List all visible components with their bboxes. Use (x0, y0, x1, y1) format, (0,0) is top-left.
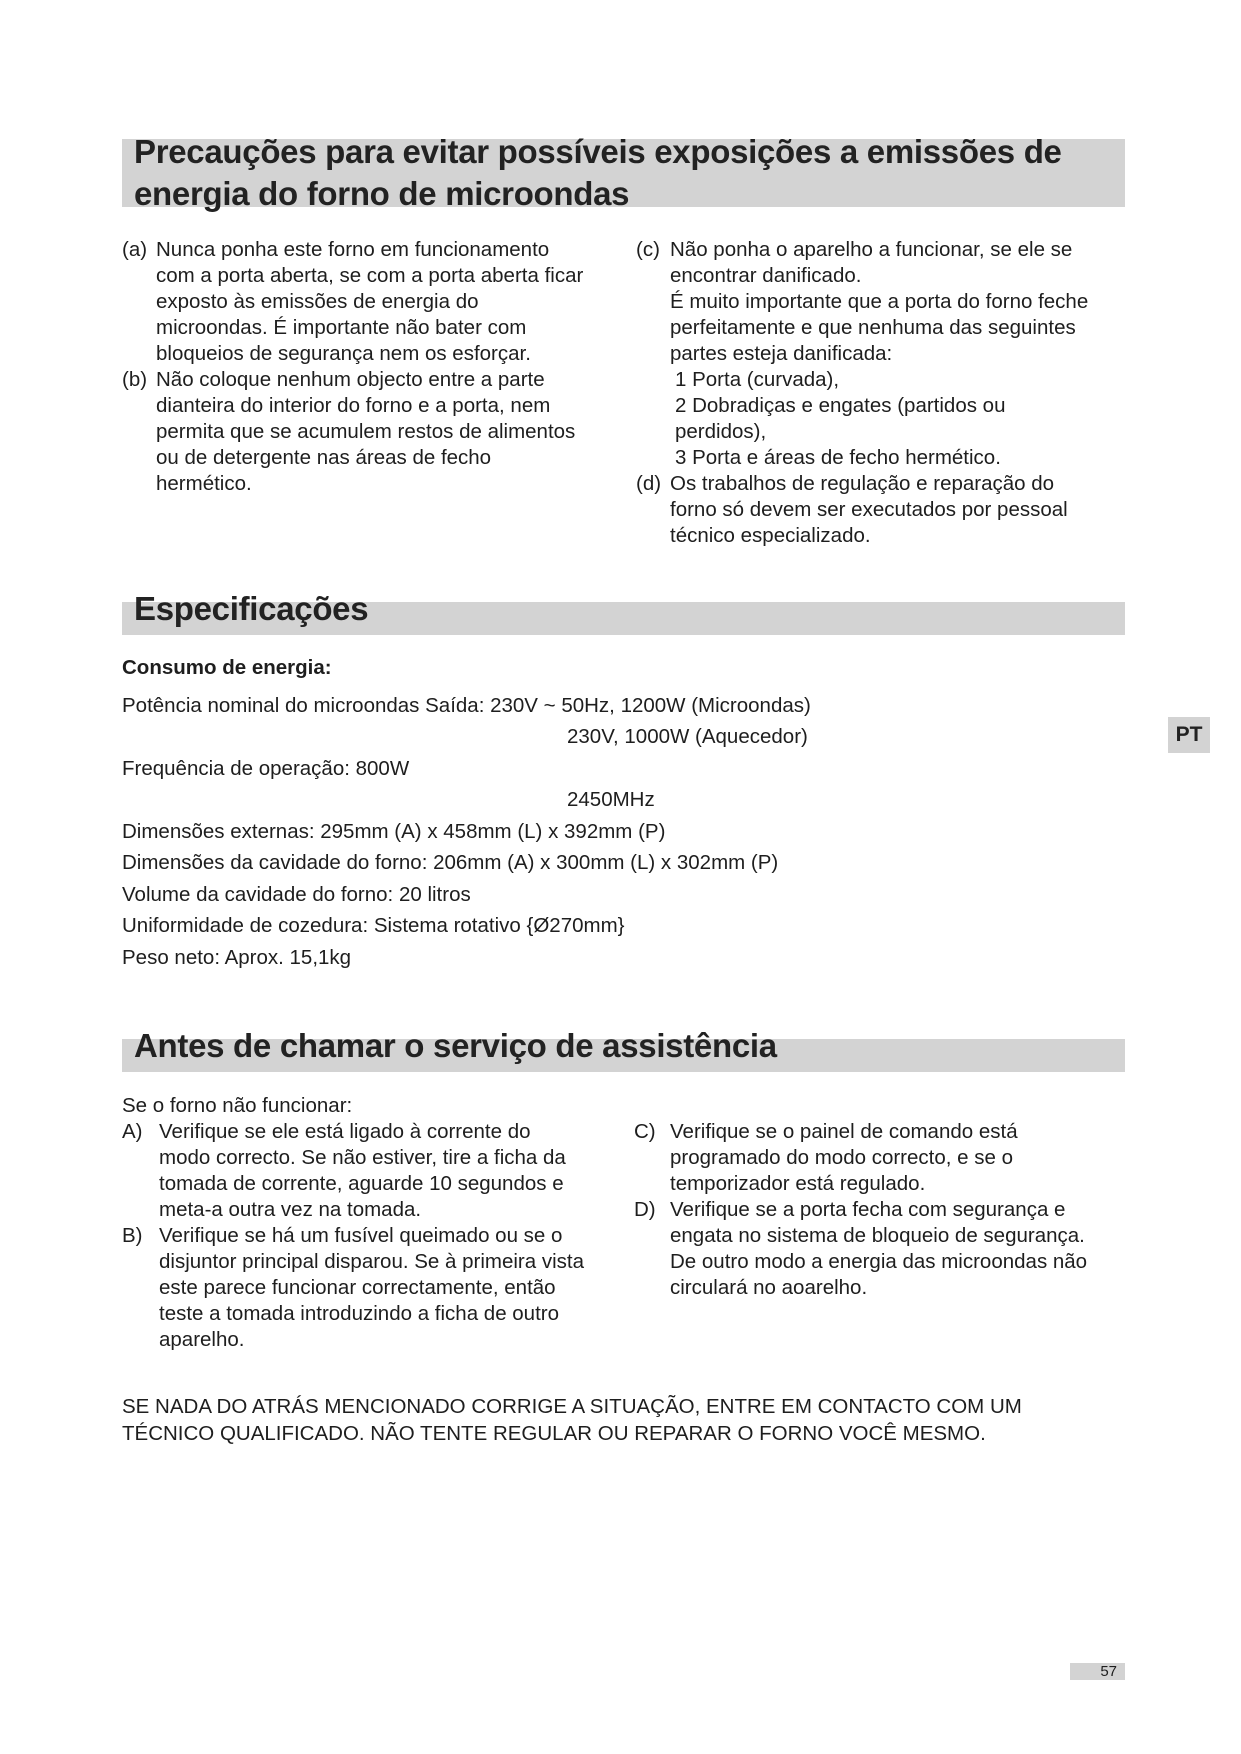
precaution-item-a: (a) Nunca ponha este forno em funcionamento com a porta aberta, se com a porta aberta ficar exposto às emissões de energia do microondas. É importante não bater com bloqueios de segurança nem os esforçar. (122, 238, 584, 365)
precautions-left-column (122, 237, 632, 497)
section-heading-precautions (122, 133, 1125, 212)
service-item-a: A) Verifique se ele está ligado à corrente do modo correcto. Se não estiver, tire a ficha da tomada de corrente, aguarde 10 segundos e meta-a outra vez na tomada. (122, 1120, 566, 1221)
spec-line: Frequência de operação: 800W (122, 756, 410, 780)
service-left-column (122, 1093, 642, 1353)
spec-line: Volume da cavidade do forno: 20 litros (122, 882, 471, 906)
precaution-item-d: (d) Os trabalhos de regulação e reparação do forno só devem ser executados por pessoal técnico especializado. (636, 472, 1068, 547)
service-item-d: D) Verifique se a porta fecha com segurança e engata no sistema de bloqueio de segurança. De outro modo a energia das microondas não circulará no aoarelho. (634, 1198, 1088, 1299)
service-item-b: B) Verifique se há um fusível queimado ou se o disjuntor principal disparou. Se à primeira vista este parece funcionar correctamente, então teste a tomada introduzindo a ficha de outro aparelho. (122, 1224, 585, 1351)
warning-note: SE NADA DO ATRÁS MENCIONADO CORRIGE A SITUAÇÃO, ENTRE EM CONTACTO COM UM TÉCNICO QUALIFICADO. NÃO TENTE REGULAR OU REPARAR O FORNO VOCÊ MESMO. (122, 1395, 1022, 1445)
section-heading-service (122, 1027, 1125, 1072)
page-number: 57 (1070, 1663, 1125, 1680)
spec-line: Potência nominal do microondas Saída: 230V ~ 50Hz, 1200W (Microondas) (122, 693, 811, 717)
spec-line: Dimensões externas: 295mm (A) x 458mm (L) x 392mm (P) (122, 819, 666, 843)
precaution-item-c: (c) Não ponha o aparelho a funcionar, se ele se encontrar danificado. É muito importante que a porta do forno feche perfeitamente e que nenhuma das seguintes partes esteja danificada: 1 Porta (curvada), 2 Dobradiças e engates (partidos ou perdidos), 3 Porta e áreas de fecho hermético. (636, 238, 1089, 469)
spec-line: Uniformidade de cozedura: Sistema rotativo {Ø270mm} (122, 914, 625, 937)
precautions-right-column (636, 237, 1156, 549)
language-tab: PT (1168, 717, 1210, 753)
spec-line: Dimensões da cavidade do forno: 206mm (A) x 300mm (L) x 302mm (P) (122, 851, 779, 874)
service-item-c: C) Verifique se o painel de comando está programado do modo correcto, e se o temporizador está regulado. (634, 1120, 1018, 1195)
spec-line: Peso neto: Aprox. 15,1kg (122, 945, 352, 969)
power-consumption-label: Consumo de energia: (122, 656, 332, 679)
service-intro: Se o forno não funcionar: (122, 1094, 353, 1117)
service-right-column (634, 1119, 1164, 1301)
spec-line: 2450MHz (567, 788, 655, 811)
heading-line-1: Precauções para evitar possíveis exposições a emissões de (134, 133, 1062, 170)
spec-line: 230V, 1000W (Aquecedor) (567, 725, 808, 748)
precaution-item-b: (b) Não coloque nenhum objecto entre a parte dianteira do interior do forno e a porta, nem permita que se acumulem restos de alimentos ou de detergente nas áreas de fecho hermético. (122, 368, 576, 495)
specifications-block (122, 652, 811, 973)
section-heading-specifications (122, 590, 1125, 635)
specifications-title: Especificações (134, 590, 369, 627)
service-title: Antes de chamar o serviço de assistência (134, 1027, 777, 1064)
heading-line-2: energia do forno de microondas (134, 175, 630, 212)
